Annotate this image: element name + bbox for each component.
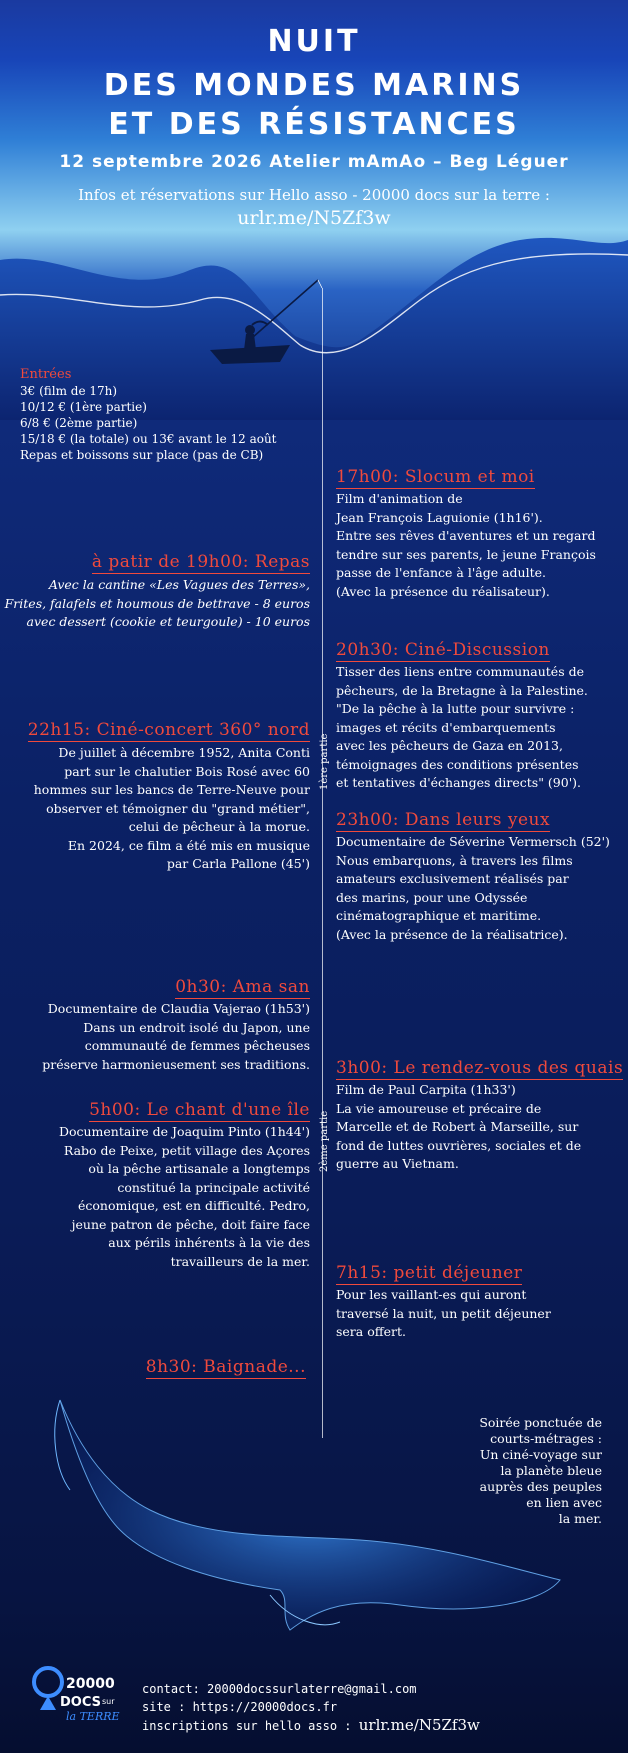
footer-contact[interactable]: contact: 20000docssurlaterre@gmail.com: [142, 1682, 417, 1696]
timeline-line: [322, 288, 323, 1438]
20000-docs-logo: [26, 1660, 134, 1740]
title-line-1: NUIT: [267, 24, 361, 59]
event-0715-text: Pour les vaillant-es qui auront traversé la nuit, un petit déjeuner sera offert.: [336, 1287, 551, 1339]
footer-contact-block: [142, 1680, 480, 1735]
entrees-line: 10/12 € (1ère partie): [20, 400, 147, 414]
event-2030-title: 20h30: Ciné-Discussion: [336, 640, 550, 660]
event-2300-text: Documentaire de Séverine Vermersch (52') Nous embarquons, à travers les films amateurs exclusivement réalisés par des marins, pour une Odyssée cinématographique et maritime. (Avec la présence de la réalisatrice).: [336, 834, 610, 942]
whale-illustration: [40, 1390, 580, 1650]
event-1700-text: Film d'animation de Jean François Laguionie (1h16'). Entre ses rêves d'aventures et un regard tendre sur ses parents, le jeune François passe de l'enfance à l'âge adulte. (Avec la présence du réalisateur).: [336, 491, 596, 599]
entrees-block: [20, 367, 277, 463]
event-2215-text: De juillet à décembre 1952, Anita Conti part sur le chalutier Bois Rosé avec 60 hommes sur les bancs de Terre-Neuve pour observer et témoigner du "grand métier", celui de pêcheur à la morue. En 2024, ce film a été mis en musique par Carla Pallone (45'): [33, 745, 310, 871]
date-place: 12 septembre 2026 Atelier mAmAo – Beg Léguer: [59, 152, 569, 172]
footer-site[interactable]: site : https://20000docs.fr: [142, 1700, 338, 1714]
event-0500-title: 5h00: Le chant d'une île: [89, 1100, 310, 1120]
title-line-3: ET DES RÉSISTANCES: [108, 107, 520, 142]
event-0500-text: Documentaire de Joaquim Pinto (1h44') Rabo de Peixe, petit village des Açores où la pêche artisanale a longtemps constitué la principale activité économique, est en difficulté. Pedro, jeune patron de pêche, doit faire face aux périls inhérents à la vie des travailleurs de la mer.: [58, 1124, 310, 1269]
entrees-line: 3€ (film de 17h): [20, 384, 118, 398]
info-url[interactable]: urlr.me/N5Zf3w: [237, 207, 391, 229]
footer-inscriptions: inscriptions sur hello asso : urlr.me/N5Zf3w: [142, 1716, 480, 1734]
event-2030-text: Tisser des liens entre communautés de pêcheurs, de la Bretagne à la Palestine. "De la pêche à la lutte pour survivre : images et récits d'embarquements avec les pêcheurs de Gaza en 2013, témoignages des conditions présentes et tentatives d'échanges directs" (90').: [336, 664, 588, 790]
event-0300-text: Film de Paul Carpita (1h33') La vie amoureuse et précaire de Marcelle et de Robert à Marseille, sur fond de luttes ouvrières, sociales et de guerre au Vietnam.: [336, 1082, 582, 1171]
event-0300-title: 3h00: Le rendez-vous des quais: [336, 1058, 624, 1078]
footer-url[interactable]: urlr.me/N5Zf3w: [358, 1716, 480, 1734]
part2-label: 2ème partie: [319, 1110, 330, 1172]
svg-text:20000: 20000: [66, 1676, 115, 1692]
entrees-line: 6/8 € (2ème partie): [20, 416, 138, 430]
event-2215-title: 22h15: Ciné-concert 360° nord: [27, 720, 310, 740]
event-0715-title: 7h15: petit déjeuner: [336, 1263, 523, 1283]
event-0830-title: 8h30: Baignade...: [145, 1357, 306, 1377]
entrees-line: Repas et boissons sur place (pas de CB): [20, 448, 264, 462]
title-line-2: DES MONDES MARINS: [103, 68, 525, 103]
svg-text:sur: sur: [102, 1697, 115, 1706]
event-1900-text: Avec la cantine «Les Vagues des Terres», Frites, falafels et houmous de bettrave - 8 euros avec dessert (cookie et teurgoule) - 10 euros: [4, 577, 310, 629]
part1-label: 1ère partie: [319, 733, 330, 790]
event-1900-title: à patir de 19h00: Repas: [91, 552, 310, 572]
svg-text:DOCS: DOCS: [60, 1695, 101, 1710]
event-0030-text: Documentaire de Claudia Vajerao (1h53') Dans un endroit isolé du Japon, une communauté de femmes pêcheuses préserve harmonieusement ses traditions.: [42, 1001, 310, 1072]
svg-text:la TERRE: la TERRE: [66, 1710, 120, 1723]
entrees-title: Entrées: [20, 367, 72, 382]
event-2300-title: 23h00: Dans leurs yeux: [336, 810, 551, 830]
entrees-line: 15/18 € (la totale) ou 13€ avant le 12 août: [20, 432, 277, 446]
soiree-note: Soirée ponctuée de courts-métrages : Un ciné-voyage sur la planète bleue auprès des peuples en lien avec la mer.: [479, 1415, 602, 1526]
info-line: Infos et réservations sur Hello asso - 20000 docs sur la terre :: [78, 186, 550, 204]
event-1700-title: 17h00: Slocum et moi: [336, 467, 535, 487]
event-0030-title: 0h30: Ama san: [175, 977, 310, 997]
